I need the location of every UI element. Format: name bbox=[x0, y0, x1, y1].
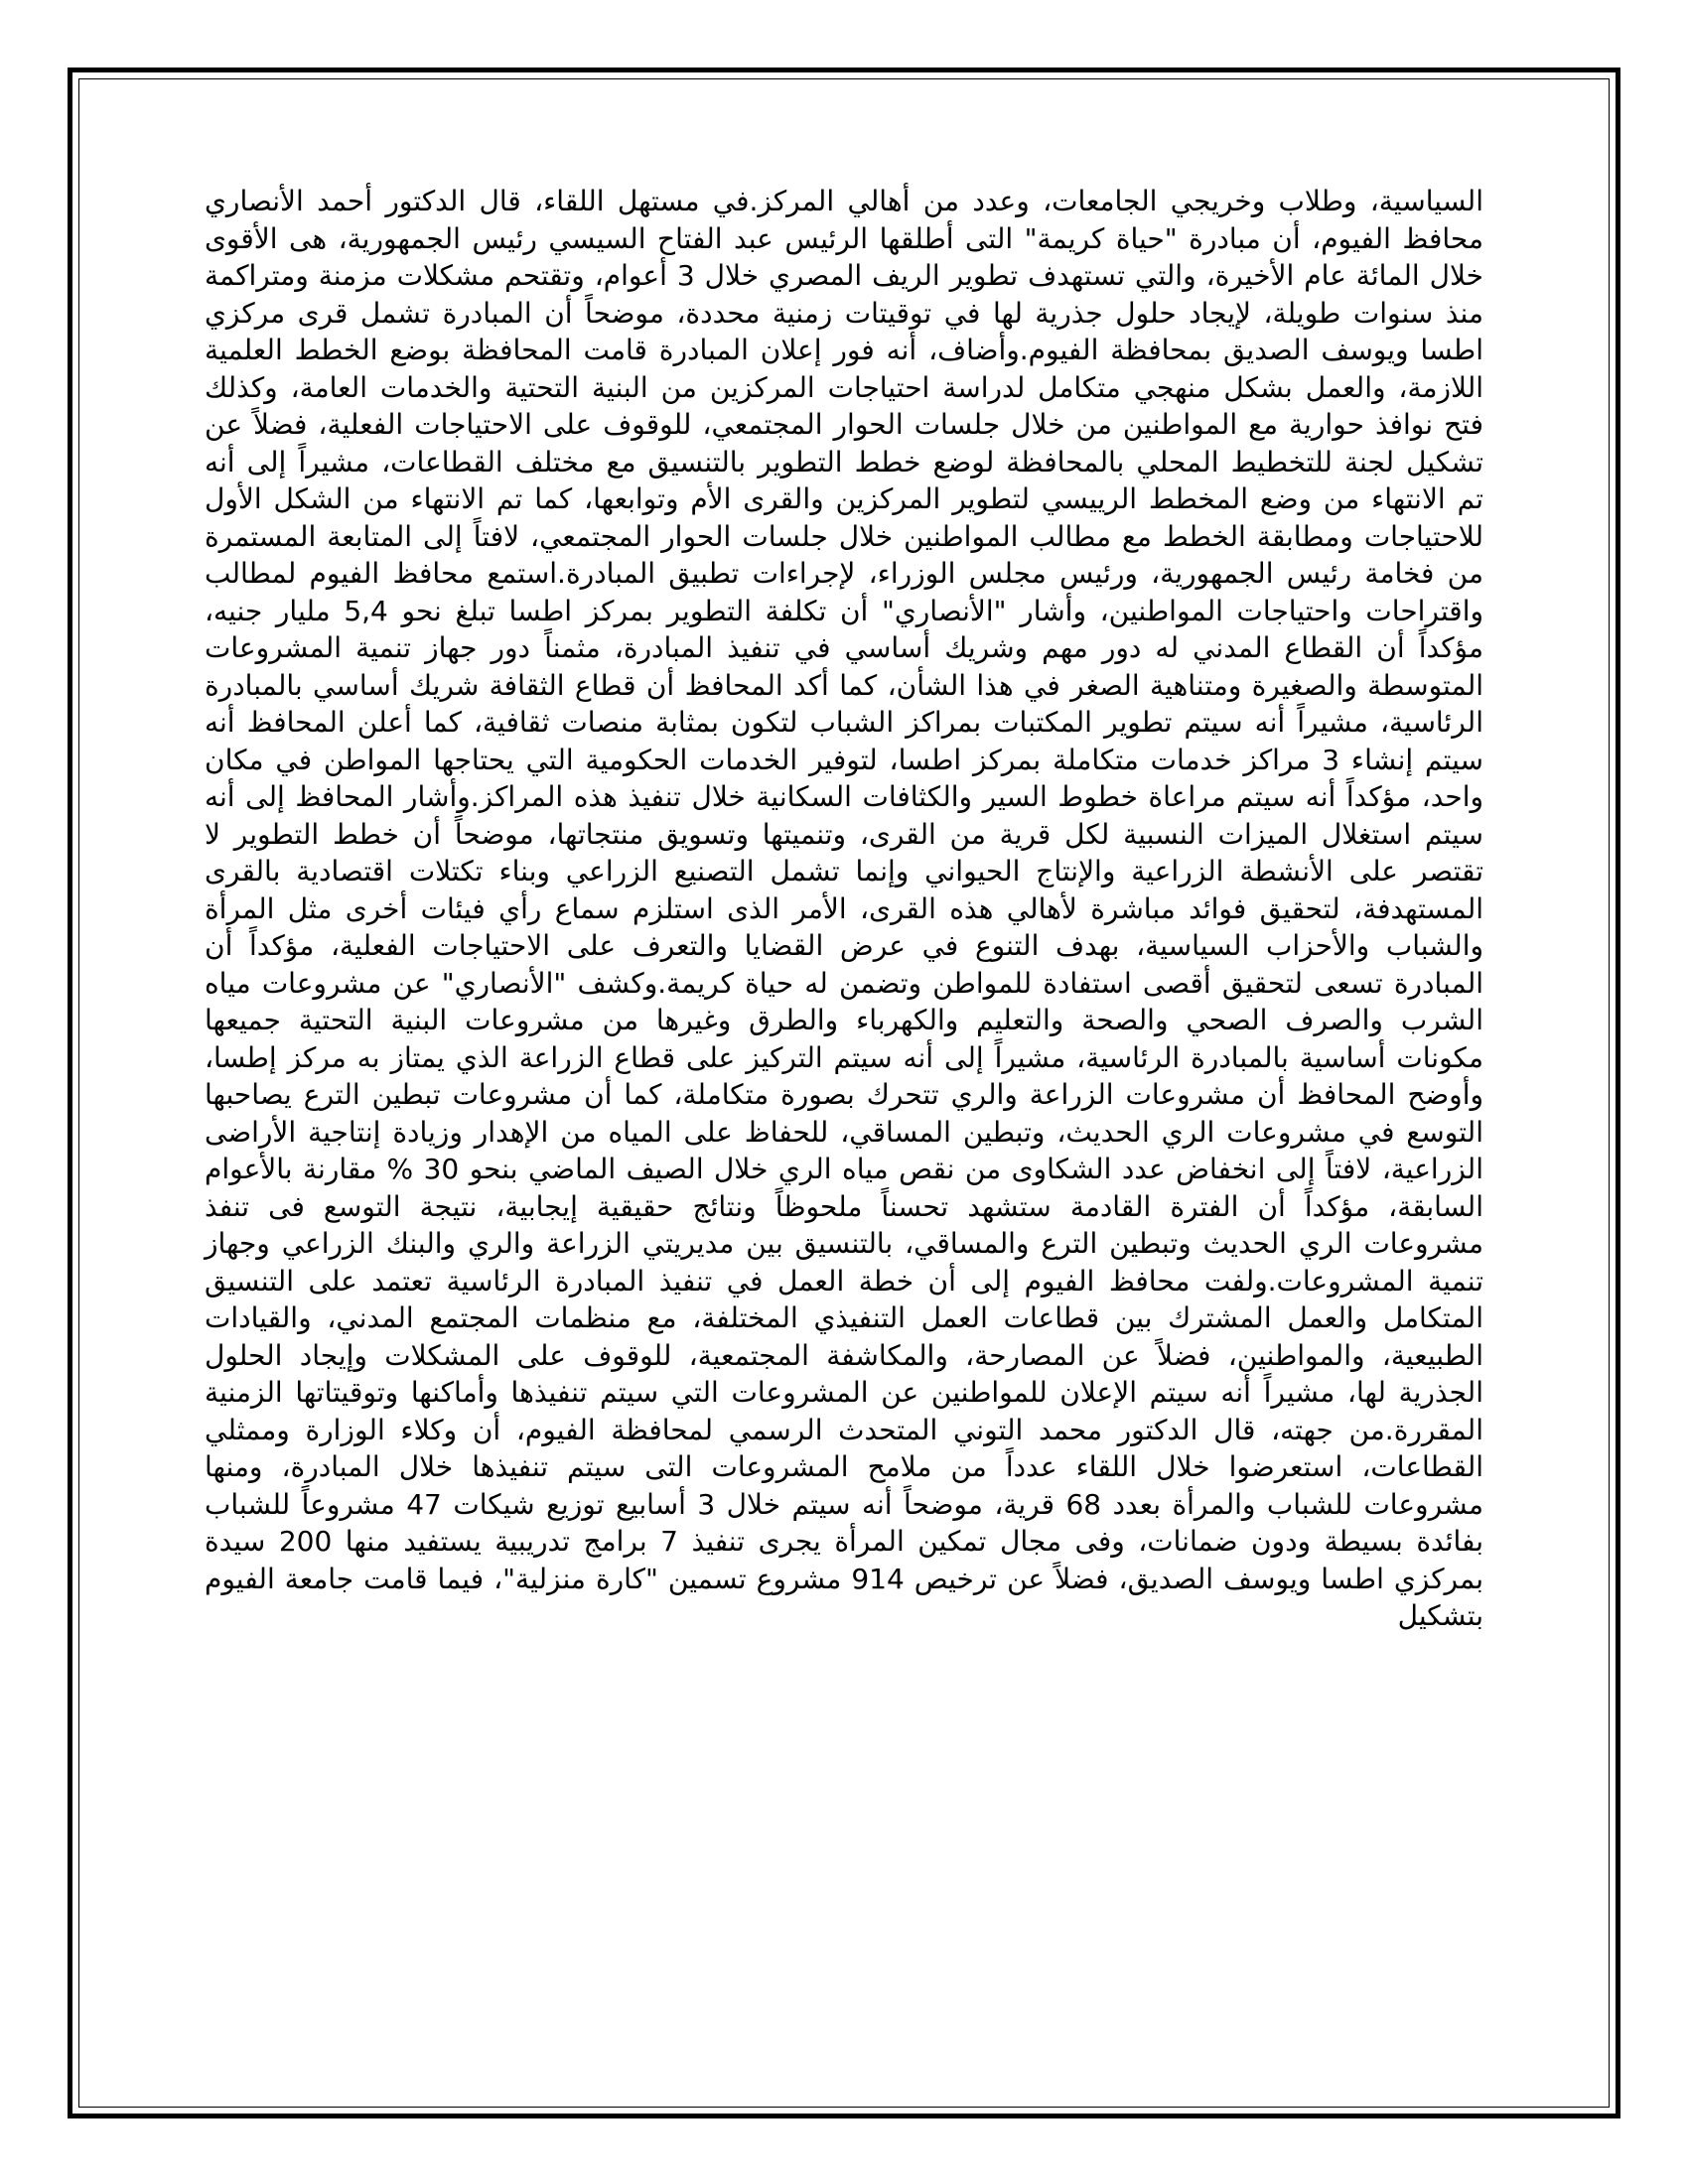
article-body-text: السياسية، وطلاب وخريجي الجامعات، وعدد من أهالي المركز.في مستهل اللقاء، قال الدكتور أحمد الأنصاري محافظ الفيوم، أن مبادرة "حياة كريمة" التى أطلقها الرئيس عبد الفتاح السيسي رئيس الجمهورية، هى الأقوى خلال المائة عام الأخيرة، والتي تستهدف تطوير الريف المصري خلال 3 أعوام، وتقتحم مشكلات مزمنة ومتراكمة منذ سنوات طويلة، لإيجاد حلول جذرية لها في توقيتات زمنية محددة، موضحاً أن المبادرة تشمل قرى مركزي اطسا ويوسف الصديق بمحافظة الفيوم.وأضاف، أنه فور إعلان المبادرة قامت المحافظة بوضع الخطط العلمية اللازمة، والعمل بشكل منهجي متكامل لدراسة احتياجات المركزين من البنية التحتية والخدمات العامة، وكذلك فتح نوافذ حوارية مع المواطنين من خلال جلسات الحوار المجتمعي، للوقوف على الاحتياجات الفعلية، فضلاً عن تشكيل لجنة للتخطيط المحلي بالمحافظة لوضع خطط التطوير بالتنسيق مع مختلف القطاعات، مشيراً إلى أنه تم الانتهاء من وضع المخطط الرييسي لتطوير المركزين والقرى الأم وتوابعها، كما تم الانتهاء من الشكل الأول للاحتياجات ومطابقة الخطط مع مطالب المواطنين خلال جلسات الحوار المجتمعي، لافتاً إلى المتابعة المستمرة من فخامة رئيس الجمهورية، ورئيس مجلس الوزراء، لإجراءات تطبيق المبادرة.استمع محافظ الفيوم لمطالب واقتراحات واحتياجات المواطنين، وأشار "الأنصاري" أن تكلفة التطوير بمركز اطسا تبلغ نحو 5,4 مليار جنيه، مؤكداً أن القطاع المدني له دور مهم وشريك أساسي في تنفيذ المبادرة، مثمناً دور جهاز تنمية المشروعات المتوسطة والصغيرة ومتناهية الصغر في هذا الشأن، كما أكد المحافظ أن قطاع الثقافة شريك أساسي بالمبادرة الرئاسية، مشيراً أنه سيتم تطوير المكتبات بمراكز الشباب لتكون بمثابة منصات ثقافية، كما أعلن المحافظ أنه سيتم إنشاء 3 مراكز خدمات متكاملة بمركز اطسا، لتوفير الخدمات الحكومية التي يحتاجها المواطن في مكان واحد، مؤكداً أنه سيتم مراعاة خطوط السير والكثافات السكانية خلال تنفيذ هذه المراكز.وأشار المحافظ إلى أنه سيتم استغلال الميزات النسبية لكل قرية من القرى، وتنميتها وتسويق منتجاتها، موضحاً أن خطط التطوير لا تقتصر على الأنشطة الزراعية والإنتاج الحيواني وإنما تشمل التصنيع الزراعي وبناء تكتلات اقتصادية بالقرى المستهدفة، لتحقيق فوائد مباشرة لأهالي هذه القرى، الأمر الذى استلزم سماع رأي فيئات أخرى مثل المرأة والشباب والأحزاب السياسية، بهدف التنوع في عرض القضايا والتعرف على الاحتياجات الفعلية، مؤكداً أن المبادرة تسعى لتحقيق أقصى استفادة للمواطن وتضمن له حياة كريمة.وكشف "الأنصاري" عن مشروعات مياه الشرب والصرف الصحي والصحة والتعليم والكهرباء والطرق وغيرها من مشروعات البنية التحتية جميعها مكونات أساسية بالمبادرة الرئاسية، مشيراً إلى أنه سيتم التركيز على قطاع الزراعة الذي يمتاز به مركز إطسا، وأوضح المحافظ أن مشروعات الزراعة والري تتحرك بصورة متكاملة، كما أن مشروعات تبطين الترع يصاحبها التوسع في مشروعات الري الحديث، وتبطين المساقي، للحفاظ على المياه من الإهدار وزيادة إنتاجية الأراضى الزراعية، لافتاً إلى انخفاض عدد الشكاوى من نقص مياه الري خلال الصيف الماضي بنحو 30 % مقارنة بالأعوام السابقة، مؤكداً أن الفترة القادمة ستشهد تحسناً ملحوظاً ونتائج حقيقية إيجابية، نتيجة التوسع فى تنفذ مشروعات الري الحديث وتبطين الترع والمساقي، بالتنسيق بين مديريتي الزراعة والري والبنك الزراعي وجهاز تنمية المشروعات.ولفت محافظ الفيوم إلى أن خطة العمل في تنفيذ المبادرة الرئاسية تعتمد على التنسيق المتكامل والعمل المشترك بين قطاعات العمل التنفيذي المختلفة، مع منظمات المجتمع المدني، والقيادات الطبيعية، والمواطنين، فضلاً عن المصارحة، والمكاشفة المجتمعية، للوقوف على المشكلات وإيجاد الحلول الجذرية لها، مشيراً أنه سيتم الإعلان للمواطنين عن المشروعات التي سيتم تنفيذها وأماكنها وتوقيتاتها الزمنية المقررة.من جهته، قال الدكتور محمد التوني المتحدث الرسمي لمحافظة الفيوم، أن وكلاء الوزارة وممثلي القطاعات، استعرضوا خلال اللقاء عدداً من ملامح المشروعات التى سيتم تنفيذها خلال المبادرة، ومنها مشروعات للشباب والمرأة بعدد 68 قرية، موضحاً أنه سيتم خلال 3 أسابيع توزيع شيكات 47 مشروعاً للشباب بفائدة بسيطة ودون ضمانات، وفى مجال تمكين المرأة يجرى تنفيذ 7 برامج تدريبية يستفيد منها 200 سيدة بمركزي اطسا ويوسف الصديق، فضلاً عن ترخيص 914 مشروع تسمين "كارة منزلية"، فيما قامت جامعة الفيوم بتشكيل bbox=[205, 185, 1483, 1632]
